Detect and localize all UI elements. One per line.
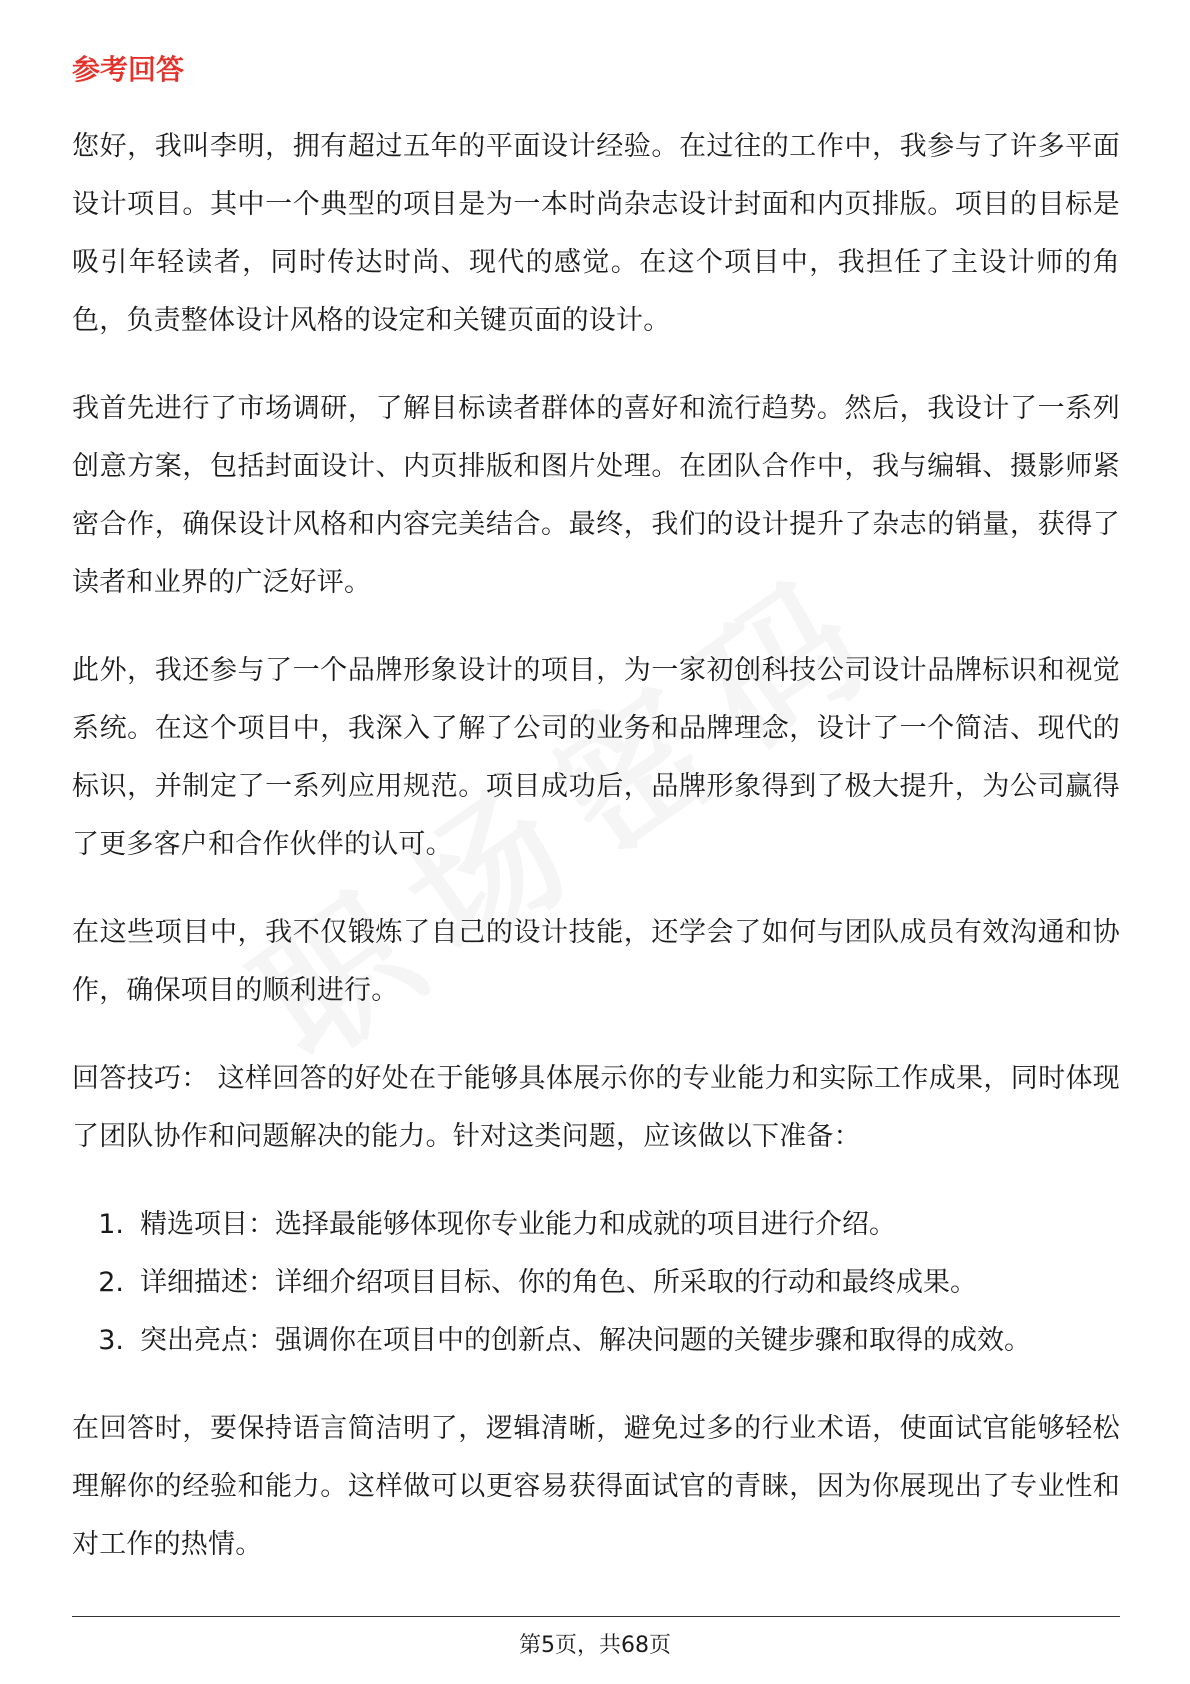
- paragraph-closing: 在回答时，要保持语言简洁明了，逻辑清晰，避免过多的行业术语，使面试官能够轻松理解你的经验和能力。这样做可以更容易获得面试官的青睐，因为你展现出了专业性和对工作的热情。: [72, 1413, 1120, 1560]
- list-item: [72, 1312, 1120, 1370]
- list-item-number: 2.: [98, 1267, 124, 1298]
- page-number: 第5页，共68页: [519, 1633, 671, 1658]
- section-title: 参考回答: [72, 53, 185, 86]
- paragraph-brand-project: 此外，我还参与了一个品牌形象设计的项目，为一家初创科技公司设计品牌标识和视觉系统。在这个项目中，我深入了解了公司的业务和品牌理念，设计了一个简洁、现代的标识，并制定了一系列应用规范。项目成功后，品牌形象得到了极大提升，为公司赢得了更多客户和合作伙伴的认可。: [72, 655, 1120, 860]
- document-page: [72, 0, 1120, 1684]
- list-item: [72, 1254, 1120, 1312]
- tips-list: [72, 1196, 1120, 1370]
- list-item: [72, 1196, 1120, 1254]
- list-item-number: 1.: [98, 1209, 124, 1240]
- paragraph-magazine-project: 我首先进行了市场调研，了解目标读者群体的喜好和流行趋势。然后，我设计了一系列创意方案，包括封面设计、内页排版和图片处理。在团队合作中，我与编辑、摄影师紧密合作，确保设计风格和内容完美结合。最终，我们的设计提升了杂志的销量，获得了读者和业界的广泛好评。: [72, 393, 1120, 598]
- paragraph-skills: 在这些项目中，我不仅锻炼了自己的设计技能，还学会了如何与团队成员有效沟通和协作，确保项目的顺利进行。: [72, 917, 1120, 1006]
- list-item-number: 3.: [98, 1325, 124, 1356]
- document-body: [72, 118, 1120, 1604]
- paragraph-intro: 您好，我叫李明，拥有超过五年的平面设计经验。在过往的工作中，我参与了许多平面设计项目。其中一个典型的项目是为一本时尚杂志设计封面和内页排版。项目的目标是吸引年轻读者，同时传达时尚、现代的感觉。在这个项目中，我担任了主设计师的角色，负责整体设计风格的设定和关键页面的设计。: [72, 131, 1120, 336]
- list-item-text: 突出亮点：强调你在项目中的创新点、解决问题的关键步骤和取得的成效。: [140, 1325, 1031, 1356]
- footer-divider: [72, 1616, 1120, 1617]
- list-item-text: 精选项目：选择最能够体现你专业能力和成就的项目进行介绍。: [140, 1209, 896, 1240]
- list-item-text: 详细描述：详细介绍项目目标、你的角色、所采取的行动和最终成果。: [140, 1267, 977, 1298]
- paragraph-tips-intro: 回答技巧： 这样回答的好处在于能够具体展示你的专业能力和实际工作成果，同时体现了团队协作和问题解决的能力。针对这类问题，应该做以下准备：: [72, 1063, 1120, 1152]
